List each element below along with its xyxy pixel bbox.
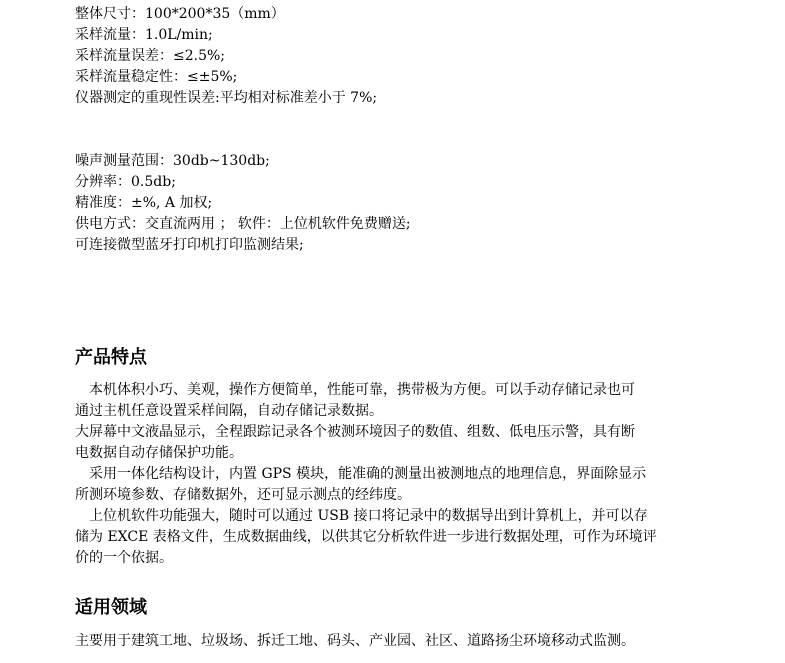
spec-line-resolution: 分辨率：0.5db; [75,174,176,190]
feature-line: 储为 EXCE 表格文件，生成数据曲线，以供其它分析软件进一步进行数据处理，可作为环境评 [75,529,657,545]
feature-line: 价的一个依据。 [75,550,173,566]
feature-line: 电数据自动存储保护功能。 [75,445,243,461]
features-heading: 产品特点 [75,347,147,368]
applications-heading: 适用领域 [75,597,147,618]
spec-line-size: 整体尺寸：100*200*35（mm） [75,6,285,22]
feature-line: 上位机软件功能强大，随时可以通过 USB 接口将记录中的数据导出到计算机上，并可以存 [89,508,648,524]
feature-line: 本机体积小巧、美观，操作方便简单，性能可靠，携带极为方便。可以手动存储记录也可 [89,382,635,398]
spec-line-flow-stability: 采样流量稳定性：≤±5%; [75,69,238,85]
spec-line-flow: 采样流量：1.0L/min; [75,27,213,43]
spec-line-flow-error: 采样流量误差：≤2.5%; [75,48,226,64]
feature-line: 通过主机任意设置采样间隔，自动存储记录数据。 [75,403,383,419]
spec-line-repeatability: 仪器测定的重现性误差:平均相对标准差小于 7%; [75,90,378,106]
spec-line-noise-range: 噪声测量范围：30db~130db; [75,153,270,169]
feature-line: 所测环境参数、存储数据外，还可显示测点的经纬度。 [75,487,411,503]
spec-line-power-software: 供电方式：交直流两用 ； 软件：上位机软件免费赠送; [75,216,411,232]
spec-line-printer: 可连接微型蓝牙打印机打印监测结果; [75,237,304,253]
application-line: 主要用于建筑工地、垃圾场、拆迁工地、码头、产业园、社区、道路扬尘环境移动式监测。 [75,633,635,649]
feature-line: 采用一体化结构设计，内置 GPS 模块，能准确的测量出被测地点的地理信息，界面除显示 [89,466,647,482]
feature-line: 大屏幕中文液晶显示，全程跟踪记录各个被测环境因子的数值、组数、低电压示警，具有断 [75,424,635,440]
spec-line-accuracy: 精准度：±%, A 加权; [75,195,213,211]
